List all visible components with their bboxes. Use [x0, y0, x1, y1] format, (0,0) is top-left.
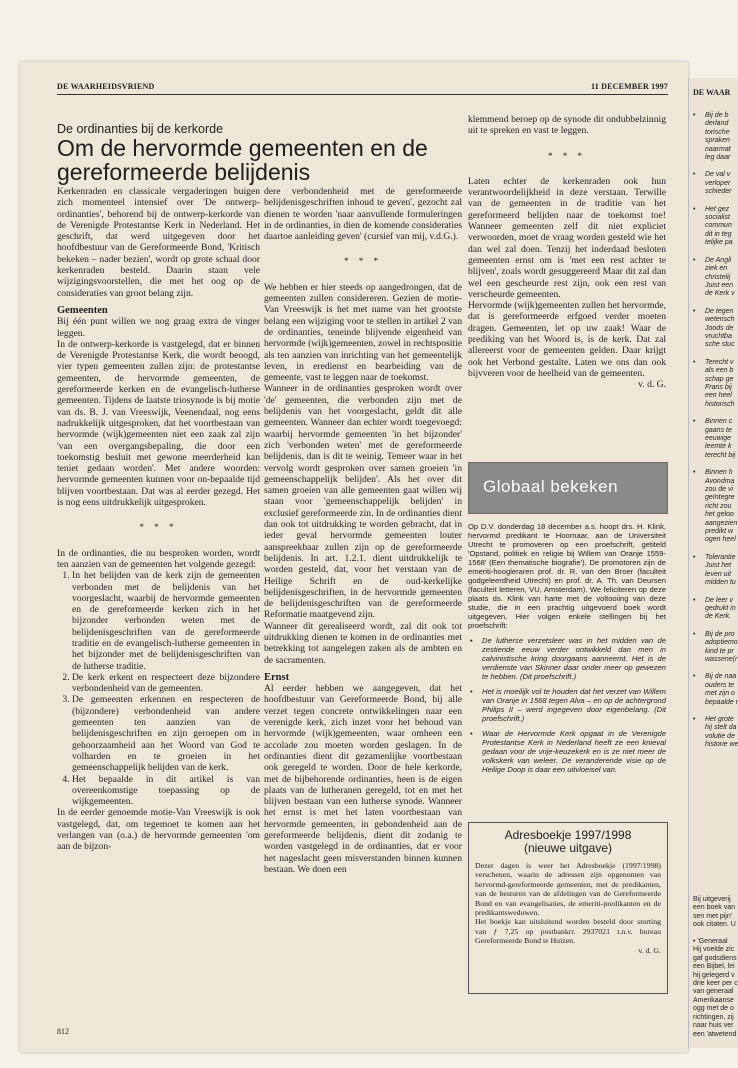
article-column-1 [57, 186, 260, 1016]
list-item: • Terecht v als een b schap ge Frans bij een heel historisch [693, 359, 738, 409]
paragraph: In de ontwerp-kerkorde is vastgelegd, dat er binnen de Verenigde Protestantse Kerk, die wordt beoogd, vier typen gemeenten zullen zijn: de protestantse gemeenten, de hervormde gemeenten, de gereformeerde kerken en de evangelisch-lutherse gemeenten. Tijdens de laatste triosynode is bij motie van ds. B. J. van Vreeswijk, Veenendaal, nog eens nadrukkelijk uitgesproken, dat het voortbestaan van hervormde (wijk)gemeenten niet een zaak zal zijn 'van een overgangsbepaling, die door een toekomstig besluit met gewone meerderheid kan teniet gedaan worden'. Met andere woorden: hervormde gemeenten kunnen voor on-bepaalde tijd blijven voortbestaan. Dat was al eerder gezegd. Het is nog eens uitdrukkelijk uitgesproken. [57, 338, 260, 509]
subheading-gemeenten: Gemeenten [57, 304, 108, 316]
sidebar-content [468, 522, 666, 817]
paragraph: Dezer dagen is weer het Adresboekje (1997/1998) verschenen, waarin de adressen zijn opgenomen van hervormd-gereformeerde gemeenten, met de predikanten, van de besturen van de afdelingen van de Gereformeerde Bond en van evangelisaties, de emeriti-predikanten en de predikantsweduwen. [475, 861, 661, 918]
sidebar-title: Globaal bekeken [483, 477, 619, 496]
newspaper-page [20, 62, 688, 1052]
page-number: 812 [57, 1027, 69, 1036]
paragraph: We hebben er hier steeds op aangedrongen, dat de gemeenten zullen considereren. Gezien de motie-Van Vreeswijk is het met name van het grootste belang een wijziging voor te stellen in artikel 2 van de ordinanties, teneinde blijvende eigenheid van hervormde (wijk)gemeenten, zowel in rechtspositie als ten aanzien van inrichting van het gemeentelijk leven, in eredienst en bearbeiding van de gemeente, vast te leggen naar de toekomst. [264, 281, 462, 384]
list-item: • Het grote hij stelt da volutie de historie we [693, 716, 738, 750]
thesis-list [468, 636, 666, 774]
adresboekje-subtitle: (nieuwe uitgave) [523, 841, 613, 855]
paragraph: Wanneer in de ordinanties gesproken wordt over 'de' gemeenten, die verbonden zijn met de belijdenis van het voorgeslacht, geldt dit alle gemeenten. Wanneer dan echter wordt toegevoegd: waarbij hervormde gemeenten 'in het bijzonder' zich 'verbonden weten' met de gereformeerde belijdenis, dan is dit te weinig. Temeer waar in het vervolg wordt gesproken over samen groeien 'in gemeenschappelijk belijden'. Als het over dit samen groeien van alle gemeenten gaat willen wij staan voor 'gemeenschappelijk belijden' in exclusief gereformeerde zin. In de ordinanties dient dan ook tot uitdrukking te worden gebracht, dat in ieder geval hervormde gemeenten louter aanspreekbaar zullen zijn op de gereformeerde belijdenis. In art. 1.2.1. dient uitdrukkelijk te worden gesteld, dat, voor het verstaan van de Heilige Schrift en de oud-kerkelijke belijdenisgeschriften, in de hervormde gemeenten de belijdenisgeschriften van de gereformeerde Reformatie maatgevend zijn. [264, 383, 462, 621]
list-item: • Tolerantie Juist het leven uit midden tu [693, 554, 738, 588]
list-item: • Het is moeilijk vol te houden dat het verzet van Willem van Oranje in 1568 tegen Alva – en op de achtergrond Philips II – werd ingegeven door eigenbelang. (Dit proefschrift.) [468, 687, 666, 723]
ordinance-list [57, 570, 260, 807]
issue-date: 11 DECEMBER 1997 [591, 82, 668, 91]
author-signature: v. d. G. [638, 379, 666, 391]
adresboekje-title [469, 829, 667, 855]
list-item: • De Angli ziek en christelij Juist een de Kerk v [693, 257, 738, 299]
globaal-bekeken-banner [468, 462, 668, 514]
paragraph: In de ordinanties, die nu besproken worden, wordt ten aanzien van de gemeenten het volgende gezegd: [57, 547, 260, 570]
paragraph: Wanneer dit gerealiseerd wordt, zal dit ook tot uitdrukking dienen te komen in de ordinanties met betrekking tot aangelegen zaken als de ambten en de sacramenten. [264, 620, 462, 666]
paragraph: dere verbondenheid met de gereformeerde belijdenisgeschriften inhoud te geven', gezocht zal dienen te worden 'naar aanvullende formuleringen in de ordinanties, in dien de komende consideraties daartoe aanleiding geven' (cursief van mij, v.d.G.). [264, 186, 462, 243]
section-separator: * * * [548, 150, 586, 161]
list-item: • Bij de pro adoptiemo kind te pr wassene(r [693, 631, 738, 665]
intro-paragraph: Kerkenraden en classicale vergaderingen buigen zich momenteel intensief over 'De ontwerp-ordinanties', behorend bij de ontwerp-kerkorde van de Verenigde Protestantse Kerk in Nederland. Het geschrift, dat werd uitgegeven door het hoofdbestuur van de Gereformeerde Bond, 'Kritisch bekeken – nader bezien', wordt op grote schaal door kerkenraden besteld. Daarin staan vele wijzigingsvoorstellen, die met het oog op de consideraties van groot belang zijn. [57, 186, 260, 299]
sidebar-intro: Op D.V. donderdag 18 december a.s. hoopt drs. H. Klink, hervormd predikant te Hoornaar, aan de Universiteit Utrecht te promoveren op een proefschrift, getiteld 'Opstand, politiek en religie bij Willem van Oranje 1559-1568' (Een thematische biografie'). De promotoren zijn de emeriti-hoogleraren prof. dr. R. van den Broer (faculteit godgeleerdheid Utrecht) en prof. dr. A. Th. van Deursen (faculteit letteren, VU, Amsterdam). We feliciteren op deze plaats ds. Klink van harte met de voltooiing van deze studie, die in een prachtig uitgevoerd boek wordt uitgegeven. Hier volgen enkele stellingen bij het proefschrift: [468, 522, 666, 630]
list-item: • De leer v gedrukt in de Kerk. [693, 597, 738, 622]
publication-header: DE WAARHEIDSVRIEND [57, 82, 155, 91]
subheading-ernst: Ernst [264, 671, 290, 683]
section-separator: * * * [139, 522, 178, 533]
paragraph: Laten echter de kerkenraden ook hun verantwoordelijkheid in deze verstaan. Terwille van de gemeenten in de traditie van het gereformeerd belijden naar de toekomst toe! Wanneer gemeenten zelf dit niet expliciet verwoorden, moet de vraag worden gesteld wie het dan wel zal doen. Tenzij het inderdaad besloten gemeenten ernst om is 'met een rest achter te blijven', zoals wordt gesuggereerd Maar dit zal dan wel een gescheurde rest zijn, ook een rest van verscheurde gemeenten. [468, 175, 666, 300]
list-item: • De tegen wetensch Joods de vruchtba sche stuc [693, 308, 738, 350]
paragraph: klemmend beroep op de synode dit ondubbelzinnig uit te spreken en vast te leggen. [468, 114, 666, 137]
article-kicker: De ordinanties bij de kerkorde [57, 122, 224, 136]
adjacent-page-header: DE WAAR [693, 88, 731, 97]
list-item: 3. De gemeenten erkennen en respecteren de (bijzondere) verbondenheid van andere gemeenten ten aanzien van de belijdenisgeschriften en zijn geroepen om in gehoorzaamheid aan het Woord van God te volharden en te groeien in het gemeenschappelijk belijden van de kerk. [72, 694, 260, 773]
list-item: • De lutherse verzetsleer was in het midden van de zestiende eeuw verder ontwikkeld dan men in calvinistische kring doorgaans aanneemt. Het is de verdienste van Skinner daar onder meer op gewezen te hebben. (Dit proefschrift.) [468, 636, 666, 681]
adjacent-footer-text: Bij uitgeverij een boek van sen met pijn' ook citaten. U • 'Generaal Hij voelde zic gaf godsdiens een Bijbel, lei hij gelegerd v drie keer per c van generaal Amerikaanse ogg met de o richtingen, zij naar huis ver een 'atwetend [693, 896, 738, 1038]
header-rule [57, 94, 668, 95]
paragraph: Het boekje kan uitsluitend worden besteld door storting van ƒ 7,25 op postbankrr. 2937021 t.n.v. bureau Gereformeerde Bond te Huizen. [475, 917, 661, 946]
adjacent-page [688, 78, 738, 1048]
list-item: 2. De kerk erkent en respecteert deze bijzondere verbondenheid van de gemeenten. [72, 672, 260, 695]
paragraph: Hervormde (wijk)gemeenten zullen het hervormde, dat is gereformeerde erfgoed verder moeten dragen. Gemeenten, let op uw zaak! Waar de prediking van het Woord is, is de kerk. Dat zal allereerst voor de gemeenten gelden. Daar krijgt ook het Verbond gestalte. Laten we ons dan ook bijvveren voor de heelheid van de gemeenten. [468, 300, 666, 379]
list-item: • Bij de naa ouders te met zijn o bepaalde r [693, 673, 738, 707]
author-signature: v. d. G. [638, 945, 661, 955]
adresboekje-body [475, 861, 661, 955]
list-item: • Bij de b derland torische spraken naarmat leg daar [693, 112, 738, 162]
article-title: Om de hervormde gemeenten en de gereformeerde belijdenis [57, 135, 428, 185]
paragraph: Bij één punt willen we nog graag extra de vinger leggen. [57, 316, 260, 339]
list-item: 4. Het bepaalde in dit artikel is van overeenkomstige toepassing op de wijkgemeenten. [72, 774, 260, 808]
adjacent-thesis-list [693, 112, 738, 759]
article-column-2 [264, 186, 462, 1016]
list-item: • Binnen c gaans te eeuwige leemte k terecht bij [693, 418, 738, 460]
list-item: • De val v verloper schieder [693, 171, 738, 196]
list-item: 1. In het belijden van de kerk zijn de gemeenten verbonden met de belijdenis van het voorgeslacht, waarbij de hervormde gemeenten en de gereformeerde kerken zich in het bijzonder verbonden weten met de belijdenisgeschriften van de gereformeerde traditie en de evangelisch-lutherse gemeenten in het bijzonder met de belijdenisgeschriften van de lutherse traditie. [72, 570, 260, 672]
article-column-3 [468, 114, 666, 454]
paragraph: In de eerder genoemde motie-Van Vreeswijk is ook vastgelegd, dat, om tegemoet te komen aan het verlangen van (o.a.) de hervormde gemeenten 'om aan de bijzon- [57, 807, 260, 853]
adresboekje-box [468, 822, 668, 994]
adresboekje-title-line: Adresboekje 1997/1998 [504, 828, 632, 842]
paragraph: Al eerder hebben we aangegeven, dat het hoofdbestuur van Gereformeerde Bond, bij alle verzet tegen concrete ontwikkelingen naar een verenigde kerk, zich inzet voor het behoud van hervormde (wijk)gemeenten, waar omheen een accolade zou moeten worden geslagen. In de ordinanties dient dit gezamenlijke voortbestaan ook geregeld te worden. Door de hele kerkorde, met de bijbehorende ordinanties, heen is de eigen plaats van de lutheranen geregeld, tot en met het blijven bestaan van een lutherse synode. Wanneer het ernst is met het laten voortbestaan van hervormde gemeenten, in gebondenheid aan de gereformeerde belijdenis, dient dit zodanig te worden vastgelegd in de ordinanties, dat er voor het nageslacht geen misverstanden binnen kunnen bestaan. We doen een [264, 683, 462, 875]
list-item: • Waar de Hervormde Kerk opgaat in de Verenigde Protestantse Kerk in Nederland heeft ze een knieval gedaan voor de vrije-keuzekerk en is ze niet meer de volkskerk van weleer. De veranderende visie op de Heilige Doop is daar een uitvloeisel van. [468, 729, 666, 774]
list-item: • Binnen h Avondma zou de vi geïntegre richt zou het geloo aangezien predikt w ogen heel [693, 469, 738, 545]
list-item: • Het gez socialist commun dit in teg telijke pa [693, 206, 738, 248]
section-separator: * * * [344, 256, 382, 267]
